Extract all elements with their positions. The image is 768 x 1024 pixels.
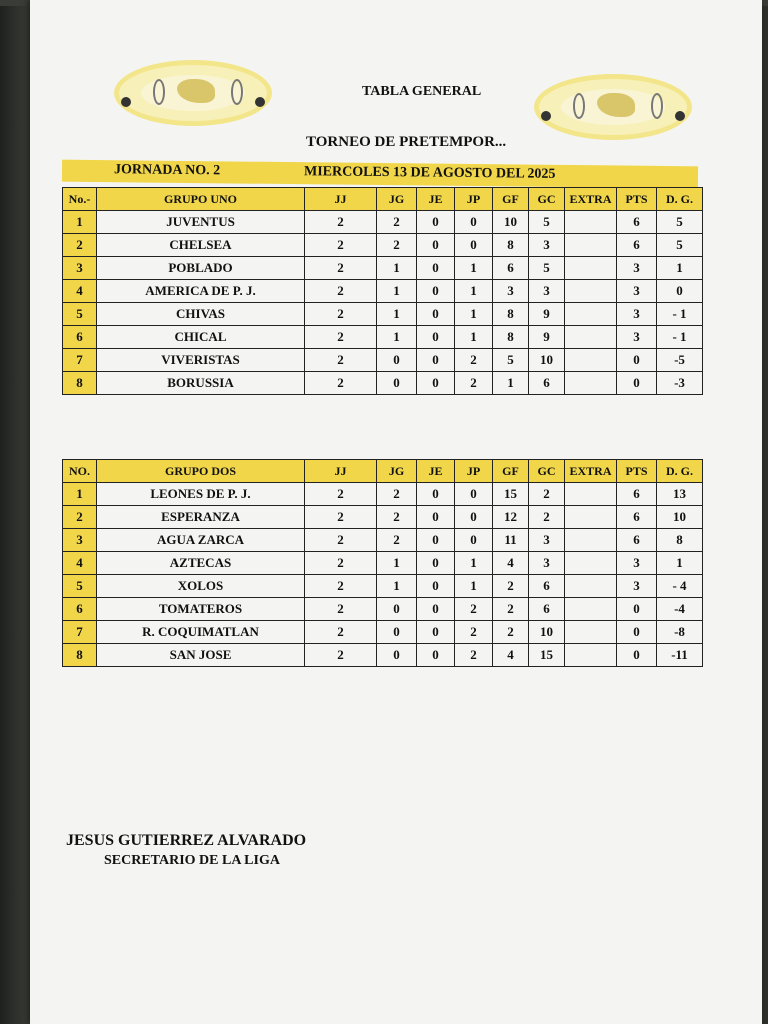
cell-jp: 2 (455, 349, 493, 372)
cell-jg: 0 (377, 372, 417, 395)
cell-je: 0 (417, 644, 455, 667)
table-row (63, 257, 703, 280)
col-gf: GF (493, 460, 529, 483)
cell-no: 1 (63, 483, 97, 506)
cell-gf: 15 (493, 483, 529, 506)
cell-gf: 8 (493, 303, 529, 326)
cell-extra (565, 326, 617, 349)
cell-gf: 1 (493, 372, 529, 395)
table-row (63, 552, 703, 575)
col-jp: JP (455, 460, 493, 483)
cell-jp: 2 (455, 644, 493, 667)
cell-no: 5 (63, 303, 97, 326)
cell-gf: 3 (493, 280, 529, 303)
cell-pts: 0 (617, 372, 657, 395)
cell-gc: 10 (529, 621, 565, 644)
cell-gf: 12 (493, 506, 529, 529)
table-header-row (63, 188, 703, 211)
cell-team: AZTECAS (97, 552, 305, 575)
cell-gc: 2 (529, 506, 565, 529)
cell-gf: 2 (493, 621, 529, 644)
table-row (63, 483, 703, 506)
cell-extra (565, 303, 617, 326)
col-je: JE (417, 460, 455, 483)
table-row (63, 506, 703, 529)
cell-jj: 2 (305, 529, 377, 552)
cell-no: 2 (63, 234, 97, 257)
cell-extra (565, 257, 617, 280)
cell-je: 0 (417, 552, 455, 575)
cell-extra (565, 211, 617, 234)
cell-pts: 3 (617, 303, 657, 326)
cell-jj: 2 (305, 506, 377, 529)
cell-dg: -5 (657, 349, 703, 372)
group-one-table (62, 187, 703, 395)
cell-pts: 0 (617, 644, 657, 667)
col-jj: JJ (305, 188, 377, 211)
cell-je: 0 (417, 483, 455, 506)
cell-pts: 3 (617, 575, 657, 598)
cell-jp: 1 (455, 575, 493, 598)
cell-no: 8 (63, 372, 97, 395)
cell-no: 7 (63, 621, 97, 644)
cell-jj: 2 (305, 303, 377, 326)
cell-extra (565, 349, 617, 372)
cell-extra (565, 529, 617, 552)
cell-jj: 2 (305, 483, 377, 506)
col-dg: D. G. (657, 188, 703, 211)
cell-pts: 3 (617, 257, 657, 280)
cell-dg: 0 (657, 280, 703, 303)
cell-gf: 2 (493, 575, 529, 598)
cell-pts: 6 (617, 211, 657, 234)
col-dg: D. G. (657, 460, 703, 483)
league-logo-left-icon (114, 60, 272, 126)
cell-no: 4 (63, 280, 97, 303)
cell-je: 0 (417, 621, 455, 644)
cell-no: 3 (63, 529, 97, 552)
cell-dg: - 4 (657, 575, 703, 598)
cell-pts: 0 (617, 598, 657, 621)
cell-team: SAN JOSE (97, 644, 305, 667)
cell-je: 0 (417, 257, 455, 280)
cell-dg: 10 (657, 506, 703, 529)
table-row (63, 644, 703, 667)
cell-no: 4 (63, 552, 97, 575)
cell-extra (565, 621, 617, 644)
cell-dg: -3 (657, 372, 703, 395)
cell-dg: 5 (657, 211, 703, 234)
league-logo-right-icon (534, 74, 692, 140)
table-row (63, 234, 703, 257)
cell-jg: 0 (377, 644, 417, 667)
cell-extra (565, 598, 617, 621)
cell-gf: 4 (493, 644, 529, 667)
cell-pts: 6 (617, 529, 657, 552)
cell-jg: 2 (377, 506, 417, 529)
cell-gc: 5 (529, 211, 565, 234)
cell-gf: 2 (493, 598, 529, 621)
cell-gc: 2 (529, 483, 565, 506)
cell-jg: 2 (377, 483, 417, 506)
cell-team: CHICAL (97, 326, 305, 349)
cell-jp: 0 (455, 234, 493, 257)
cell-no: 2 (63, 506, 97, 529)
cell-jg: 1 (377, 280, 417, 303)
cell-dg: 1 (657, 552, 703, 575)
cell-jp: 2 (455, 372, 493, 395)
cell-gf: 5 (493, 349, 529, 372)
col-gc: GC (529, 188, 565, 211)
cell-pts: 0 (617, 621, 657, 644)
cell-no: 8 (63, 644, 97, 667)
cell-jg: 1 (377, 257, 417, 280)
table-row (63, 211, 703, 234)
cell-dg: 5 (657, 234, 703, 257)
cell-team: AMERICA DE P. J. (97, 280, 305, 303)
cell-no: 6 (63, 598, 97, 621)
cell-jj: 2 (305, 621, 377, 644)
cell-gc: 10 (529, 349, 565, 372)
cell-pts: 3 (617, 280, 657, 303)
col-no: NO. (63, 460, 97, 483)
page-title: TABLA GENERAL (362, 84, 482, 99)
cell-dg: 1 (657, 257, 703, 280)
cell-extra (565, 372, 617, 395)
col-pts: PTS (617, 460, 657, 483)
tournament-title: TORNEO DE PRETEMPOR... (306, 134, 507, 150)
cell-gc: 6 (529, 598, 565, 621)
cell-jj: 2 (305, 575, 377, 598)
cell-extra (565, 234, 617, 257)
cell-jg: 1 (377, 552, 417, 575)
cell-jj: 2 (305, 372, 377, 395)
cell-dg: -8 (657, 621, 703, 644)
cell-jp: 2 (455, 598, 493, 621)
group-name: GRUPO UNO (97, 188, 305, 211)
cell-jj: 2 (305, 257, 377, 280)
cell-jg: 2 (377, 234, 417, 257)
cell-jp: 1 (455, 552, 493, 575)
cell-extra (565, 644, 617, 667)
cell-gc: 6 (529, 575, 565, 598)
cell-team: ESPERANZA (97, 506, 305, 529)
cell-jj: 2 (305, 598, 377, 621)
cell-jp: 1 (455, 303, 493, 326)
cell-jj: 2 (305, 211, 377, 234)
cell-extra (565, 575, 617, 598)
col-extra: EXTRA (565, 188, 617, 211)
cell-gc: 3 (529, 280, 565, 303)
cell-gf: 8 (493, 234, 529, 257)
table-row (63, 349, 703, 372)
group-name: GRUPO DOS (97, 460, 305, 483)
match-date: MIERCOLES 13 DE AGOSTO DEL 2025 (303, 164, 556, 182)
cell-team: TOMATEROS (97, 598, 305, 621)
cell-gc: 15 (529, 644, 565, 667)
cell-je: 0 (417, 598, 455, 621)
cell-pts: 3 (617, 552, 657, 575)
matchday-label: JORNADA NO. 2 (113, 162, 221, 179)
cell-team: LEONES DE P. J. (97, 483, 305, 506)
cell-jp: 2 (455, 621, 493, 644)
cell-gc: 3 (529, 552, 565, 575)
cell-jg: 1 (377, 326, 417, 349)
col-jg: JG (377, 460, 417, 483)
cell-je: 0 (417, 506, 455, 529)
signature-name: JESUS GUTIERREZ ALVARADO (66, 832, 307, 849)
cell-jp: 0 (455, 211, 493, 234)
cell-jj: 2 (305, 349, 377, 372)
cell-pts: 3 (617, 326, 657, 349)
cell-jg: 0 (377, 598, 417, 621)
cell-dg: - 1 (657, 326, 703, 349)
cell-no: 1 (63, 211, 97, 234)
cell-gf: 11 (493, 529, 529, 552)
cell-je: 0 (417, 326, 455, 349)
table-header-row (63, 460, 703, 483)
cell-jg: 1 (377, 575, 417, 598)
cell-je: 0 (417, 211, 455, 234)
cell-no: 3 (63, 257, 97, 280)
cell-gf: 8 (493, 326, 529, 349)
cell-gc: 5 (529, 257, 565, 280)
cell-jp: 0 (455, 483, 493, 506)
col-pts: PTS (617, 188, 657, 211)
cell-jj: 2 (305, 234, 377, 257)
col-je: JE (417, 188, 455, 211)
background-left-edge (0, 0, 30, 1024)
cell-jj: 2 (305, 326, 377, 349)
cell-jj: 2 (305, 552, 377, 575)
cell-jj: 2 (305, 280, 377, 303)
col-extra: EXTRA (565, 460, 617, 483)
cell-je: 0 (417, 575, 455, 598)
cell-gf: 6 (493, 257, 529, 280)
col-jj: JJ (305, 460, 377, 483)
col-jp: JP (455, 188, 493, 211)
cell-je: 0 (417, 234, 455, 257)
cell-extra (565, 552, 617, 575)
cell-jp: 0 (455, 506, 493, 529)
cell-gf: 4 (493, 552, 529, 575)
cell-team: VIVERISTAS (97, 349, 305, 372)
cell-je: 0 (417, 349, 455, 372)
cell-gc: 3 (529, 529, 565, 552)
cell-pts: 6 (617, 483, 657, 506)
cell-team: POBLADO (97, 257, 305, 280)
cell-extra (565, 483, 617, 506)
cell-jg: 1 (377, 303, 417, 326)
cell-gc: 3 (529, 234, 565, 257)
cell-je: 0 (417, 529, 455, 552)
cell-je: 0 (417, 303, 455, 326)
group-two-table (62, 459, 703, 667)
cell-gc: 9 (529, 303, 565, 326)
col-jg: JG (377, 188, 417, 211)
col-gf: GF (493, 188, 529, 211)
cell-gc: 6 (529, 372, 565, 395)
cell-jg: 0 (377, 349, 417, 372)
cell-team: CHELSEA (97, 234, 305, 257)
table-row (63, 326, 703, 349)
cell-gf: 10 (493, 211, 529, 234)
cell-jg: 2 (377, 529, 417, 552)
cell-extra (565, 280, 617, 303)
cell-jp: 1 (455, 280, 493, 303)
cell-jp: 0 (455, 529, 493, 552)
cell-je: 0 (417, 280, 455, 303)
cell-dg: 13 (657, 483, 703, 506)
col-gc: GC (529, 460, 565, 483)
table-row (63, 529, 703, 552)
cell-dg: 8 (657, 529, 703, 552)
table-row (63, 280, 703, 303)
table-row (63, 372, 703, 395)
cell-no: 7 (63, 349, 97, 372)
cell-team: R. COQUIMATLAN (97, 621, 305, 644)
cell-team: CHIVAS (97, 303, 305, 326)
cell-team: BORUSSIA (97, 372, 305, 395)
cell-team: JUVENTUS (97, 211, 305, 234)
cell-pts: 0 (617, 349, 657, 372)
cell-no: 6 (63, 326, 97, 349)
cell-dg: - 1 (657, 303, 703, 326)
col-no: No.- (63, 188, 97, 211)
cell-no: 5 (63, 575, 97, 598)
table-row (63, 598, 703, 621)
cell-dg: -11 (657, 644, 703, 667)
cell-jp: 1 (455, 257, 493, 280)
cell-dg: -4 (657, 598, 703, 621)
table-row (63, 303, 703, 326)
cell-jp: 1 (455, 326, 493, 349)
cell-extra (565, 506, 617, 529)
cell-team: XOLOS (97, 575, 305, 598)
table-row (63, 575, 703, 598)
cell-jj: 2 (305, 644, 377, 667)
cell-je: 0 (417, 372, 455, 395)
cell-jg: 2 (377, 211, 417, 234)
cell-gc: 9 (529, 326, 565, 349)
cell-pts: 6 (617, 234, 657, 257)
cell-pts: 6 (617, 506, 657, 529)
signature-role: SECRETARIO DE LA LIGA (104, 853, 280, 868)
table-row (63, 621, 703, 644)
cell-jg: 0 (377, 621, 417, 644)
cell-team: AGUA ZARCA (97, 529, 305, 552)
